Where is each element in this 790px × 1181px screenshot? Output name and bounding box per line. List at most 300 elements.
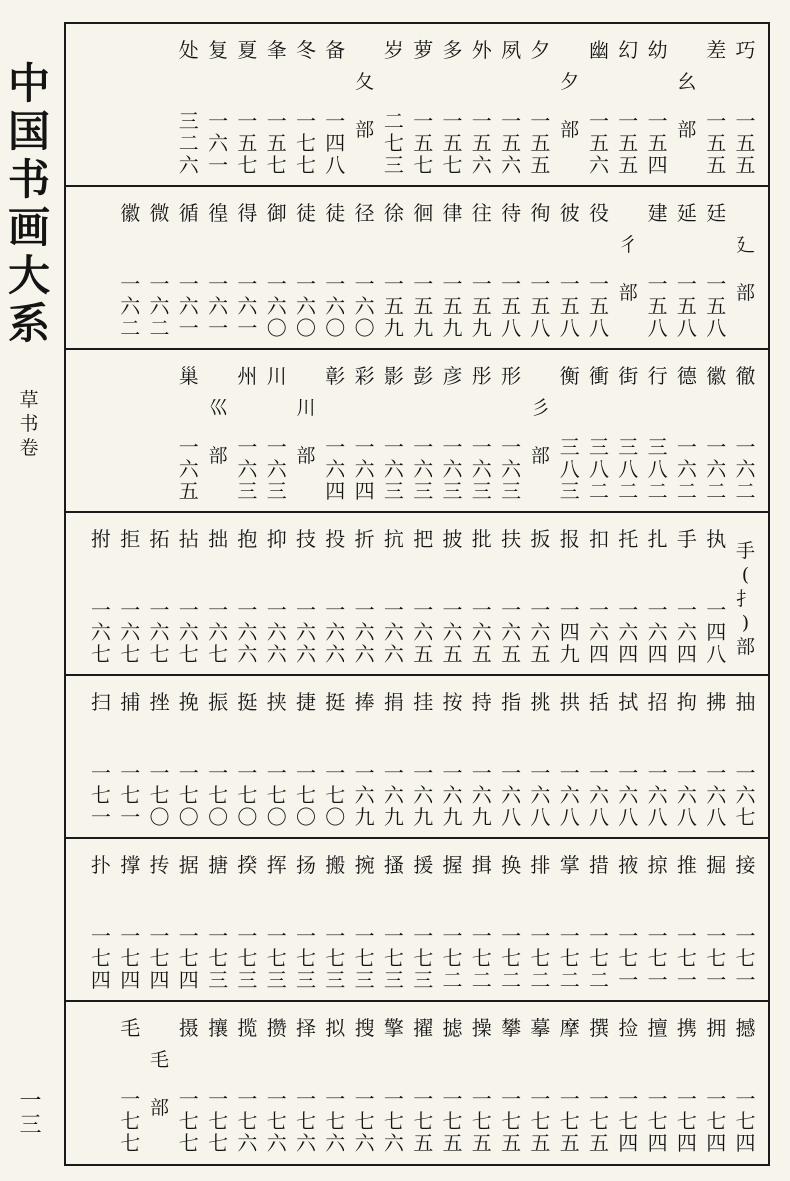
page-digit: 一: [354, 435, 375, 459]
index-entry: [262, 676, 291, 839]
page-digit: 三: [413, 479, 434, 503]
page-digit: 五: [530, 153, 551, 177]
index-entry: [350, 187, 379, 350]
page-digit: 七: [149, 946, 170, 970]
page-digit: 一: [413, 924, 434, 948]
entry-page-number: [526, 1088, 555, 1154]
entry-character: 处: [178, 38, 199, 62]
page-digit: 九: [471, 316, 492, 340]
page-digit: 四: [325, 131, 346, 155]
entry-page-number: [409, 599, 438, 665]
entry-character: 揽: [237, 1016, 258, 1040]
page-digit: 一: [208, 316, 229, 340]
page-digit: 一: [706, 968, 727, 992]
entry-character: 推: [676, 853, 697, 877]
entry-page-number: [350, 762, 379, 828]
radical-label: [145, 1002, 174, 1164]
entry-character: 捧: [354, 690, 375, 714]
entry-character: 撑: [120, 853, 141, 877]
entry-page-number: [204, 599, 233, 665]
page-digit: 四: [676, 642, 697, 666]
entry-page-number: [379, 436, 408, 502]
page-digit: 一: [149, 761, 170, 785]
entry-page-number: [116, 599, 145, 665]
index-entry: [379, 187, 408, 350]
entry-page-number: [526, 762, 555, 828]
entry-page-number: [204, 762, 233, 828]
page-digit: 八: [325, 153, 346, 177]
index-entry: [292, 24, 321, 187]
entry-page-number: [204, 273, 233, 339]
page-digit: 六: [442, 457, 463, 481]
entry-character: 冬: [296, 38, 316, 62]
page-digit: 八: [589, 805, 609, 829]
entry-page-number: [555, 1088, 584, 1154]
page-digit: 八: [589, 316, 609, 340]
index-entry: [585, 350, 614, 513]
entry-page-number: [86, 762, 115, 828]
index-entry: [497, 676, 526, 839]
entry-page-number: [497, 436, 526, 502]
page-digit: 七: [471, 946, 492, 970]
entry-page-number: [292, 273, 321, 339]
page-digit: 六: [383, 1131, 404, 1155]
page-digit: 六: [149, 294, 170, 318]
entry-page-number: [643, 599, 672, 665]
index-entry: [204, 839, 233, 1002]
entry-character: 措: [589, 853, 609, 877]
entry-page-number: [321, 110, 350, 176]
entry-page-number: [672, 762, 701, 828]
page-digit: 七: [208, 642, 229, 666]
index-entry: [116, 1002, 145, 1164]
index-entry: [233, 350, 262, 513]
entry-page-number: [585, 599, 614, 665]
entry-page-number: [438, 110, 467, 176]
entry-character: 拭: [618, 690, 639, 714]
entry-character: 备: [325, 38, 346, 62]
entry-character: 徇: [530, 201, 551, 225]
entry-character: 披: [442, 527, 463, 551]
entry-character: 衝: [589, 364, 609, 388]
index-entry: [555, 187, 584, 350]
page-digit: 五: [471, 1131, 492, 1155]
page-digit: 一: [442, 435, 463, 459]
page-digit: 五: [589, 131, 609, 155]
entry-character: 徐: [383, 201, 404, 225]
page-digit: 六: [208, 620, 229, 644]
page-digit: 一: [266, 435, 287, 459]
page-digit: 一: [501, 272, 522, 296]
page-digit: 七: [296, 783, 316, 807]
index-entry: [350, 839, 379, 1002]
entry-character: 援: [413, 853, 434, 877]
index-entry: [672, 1002, 701, 1164]
page-digit: 六: [471, 457, 492, 481]
page-digit: 七: [178, 642, 199, 666]
entry-character: 撰: [589, 1016, 609, 1040]
page-digit: 一: [325, 761, 346, 785]
entry-character: 川: [266, 364, 287, 388]
entry-page-number: [174, 273, 203, 339]
page-digit: 〇: [354, 316, 375, 340]
index-entry: [438, 513, 467, 676]
page-digit: 六: [354, 642, 375, 666]
page-digit: 一: [676, 924, 697, 948]
page-digit: 七: [237, 946, 258, 970]
book-title: [4, 60, 54, 348]
index-entry: [438, 24, 467, 187]
page-digit: 七: [90, 642, 111, 666]
page-digit: 〇: [266, 316, 287, 340]
entry-character: 往: [471, 201, 492, 225]
page-digit: 一: [471, 1087, 492, 1111]
page-digit: 二: [589, 479, 609, 503]
page-digit: 七: [296, 153, 316, 177]
page-digit: 六: [325, 457, 346, 481]
entry-character: 执: [706, 527, 727, 551]
index-entry: [585, 1002, 614, 1164]
page-digit: 六: [208, 131, 229, 155]
entry-character: 扬: [296, 853, 316, 877]
radical-section: [66, 24, 768, 187]
index-entry: [526, 1002, 555, 1164]
index-entry: [204, 24, 233, 187]
index-entry: [467, 24, 496, 187]
entry-page-number: [731, 436, 760, 502]
page-digit: 一: [266, 1087, 287, 1111]
page-digit: 一: [442, 1087, 463, 1111]
entry-character: 掘: [706, 853, 727, 877]
entry-character: 扎: [647, 527, 668, 551]
page-digit: 六: [383, 620, 404, 644]
page-digit: 一: [325, 435, 346, 459]
page-digit: 六: [90, 620, 111, 644]
page-digit: 九: [383, 316, 404, 340]
page-digit: 七: [530, 946, 551, 970]
page-digit: 一: [296, 598, 316, 622]
entry-page-number: [614, 762, 643, 828]
entry-character: 彩: [354, 364, 375, 388]
radical-bu-label: 部: [735, 282, 755, 304]
volume-label-char: 草: [19, 389, 39, 411]
page-digit: 三: [442, 479, 463, 503]
page-digit: 一: [647, 272, 668, 296]
page-digit: 一: [676, 435, 697, 459]
entry-character: 徽: [706, 364, 727, 388]
page-digit: 七: [647, 1109, 668, 1133]
entry-character: 攀: [501, 1016, 522, 1040]
entry-character: 扶: [501, 527, 522, 551]
entry-page-number: [555, 762, 584, 828]
entry-page-number: [174, 925, 203, 991]
entry-character: 搬: [325, 853, 346, 877]
entry-character: 彼: [559, 201, 580, 225]
page-digit: 五: [413, 1131, 434, 1155]
entry-page-number: [174, 599, 203, 665]
index-entry: [262, 187, 291, 350]
page-digit: 一: [589, 598, 609, 622]
entry-page-number: [321, 436, 350, 502]
radical-section: [66, 513, 768, 676]
entry-character: 徹: [735, 364, 756, 388]
entry-page-number: [497, 599, 526, 665]
index-entry: [379, 1002, 408, 1164]
page-digit: 二: [589, 968, 609, 992]
radical-bu-label: 部: [560, 119, 580, 141]
entry-page-number: [467, 1088, 496, 1154]
index-entry: [262, 24, 291, 187]
entry-character: 岁: [383, 38, 404, 62]
page-digit: 二: [735, 479, 756, 503]
entry-character: 毛: [120, 1016, 141, 1040]
index-entry: [643, 676, 672, 839]
index-entry: [262, 513, 291, 676]
page-digit: 三: [383, 153, 404, 177]
entry-character: 攘: [208, 1016, 229, 1040]
page-digit: 七: [296, 946, 316, 970]
entry-page-number: [643, 273, 672, 339]
entry-page-number: [292, 599, 321, 665]
page-digit: 六: [266, 642, 287, 666]
entry-character: 巧: [735, 38, 756, 62]
entry-page-number: [555, 925, 584, 991]
page-digit: 五: [647, 131, 668, 155]
entry-page-number: [321, 599, 350, 665]
entry-page-number: [262, 273, 291, 339]
index-entry: [204, 1002, 233, 1164]
page-digit: 一: [618, 924, 639, 948]
radical-glyph: 彡: [530, 397, 550, 419]
page-digit: 四: [618, 1131, 639, 1155]
page-digit: 七: [178, 783, 199, 807]
page-digit: 一: [471, 109, 492, 133]
entry-page-number: [467, 599, 496, 665]
index-entry: [174, 839, 203, 1002]
entry-page-number: [467, 762, 496, 828]
index-entry: [643, 839, 672, 1002]
index-entry: [262, 839, 291, 1002]
page-digit: 二: [676, 479, 697, 503]
page-digit: 六: [442, 783, 463, 807]
entry-page-number: [321, 1088, 350, 1154]
page-digit: 一: [383, 598, 404, 622]
page-digit: 五: [589, 294, 609, 318]
page-digit: 二: [618, 479, 639, 503]
page-digit: 七: [735, 805, 756, 829]
page-digit: 七: [325, 783, 346, 807]
page-digit: 八: [559, 316, 580, 340]
page-digit: 一: [471, 598, 492, 622]
page-digit: 三: [296, 968, 316, 992]
entry-character: 择: [296, 1016, 316, 1040]
page-digit: 三: [647, 435, 668, 459]
radical-label: [350, 24, 379, 187]
entry-character: 彤: [471, 364, 492, 388]
page-digit: 六: [589, 153, 609, 177]
page-digit: 一: [120, 598, 141, 622]
entry-page-number: [643, 1088, 672, 1154]
entry-page-number: [409, 436, 438, 502]
page-digit: 一: [501, 109, 522, 133]
entry-character: 彭: [413, 364, 434, 388]
entry-character: 拓: [149, 527, 170, 551]
page-digit: 八: [559, 805, 580, 829]
entry-page-number: [116, 1088, 145, 1154]
page-digit: 三: [413, 968, 434, 992]
entry-page-number: [379, 273, 408, 339]
page-digit: 五: [471, 642, 492, 666]
entry-character: 折: [354, 527, 375, 551]
entry-page-number: [731, 110, 760, 176]
entry-page-number: [262, 925, 291, 991]
page-digit: 七: [618, 1109, 639, 1133]
index-entry: [233, 513, 262, 676]
page-digit: 一: [676, 761, 697, 785]
page-digit: 一: [178, 761, 199, 785]
entry-page-number: [497, 1088, 526, 1154]
page-digit: 〇: [237, 805, 258, 829]
index-entry: [555, 350, 584, 513]
entry-character: 挫: [149, 690, 170, 714]
page-digit: 一: [589, 272, 609, 296]
page-digit: 六: [501, 153, 522, 177]
entry-page-number: [262, 599, 291, 665]
index-entry: [438, 187, 467, 350]
index-entry: [116, 187, 145, 350]
entry-page-number: [467, 110, 496, 176]
page-digit: 一: [325, 272, 346, 296]
page-digit: 六: [120, 294, 141, 318]
entry-page-number: [174, 436, 203, 502]
page-digit: 一: [501, 435, 522, 459]
index-entry: [145, 676, 174, 839]
index-entry: [233, 676, 262, 839]
entry-page-number: [526, 110, 555, 176]
entry-page-number: [702, 436, 731, 502]
page-digit: 五: [530, 131, 551, 155]
page-digit: 五: [413, 294, 434, 318]
index-entry: [233, 1002, 262, 1164]
page-digit: 一: [589, 109, 609, 133]
page-digit: 三: [325, 968, 346, 992]
index-entry: [585, 839, 614, 1002]
radical-label: [204, 350, 233, 513]
entry-page-number: [321, 762, 350, 828]
index-entry: [204, 187, 233, 350]
entry-page-number: [614, 110, 643, 176]
page-digit: 一: [647, 598, 668, 622]
page-digit: 五: [383, 294, 404, 318]
page-digit: 七: [266, 783, 287, 807]
page-digit: 三: [501, 479, 522, 503]
entry-character: 搔: [383, 853, 404, 877]
entry-character: 扑: [90, 853, 111, 877]
page-digit: 一: [706, 924, 727, 948]
page-digit: 一: [413, 761, 434, 785]
index-entry: [643, 187, 672, 350]
entry-character: 投: [325, 527, 346, 551]
entry-page-number: [262, 762, 291, 828]
radical-bu-label: 部: [149, 1097, 169, 1119]
entry-character: 街: [618, 364, 639, 388]
radical-label: [614, 187, 643, 350]
entry-page-number: [467, 925, 496, 991]
page-digit: 二: [120, 316, 141, 340]
page-digit: 三: [266, 968, 287, 992]
page-digit: 一: [266, 272, 287, 296]
page-digit: 一: [178, 924, 199, 948]
page-digit: 一: [735, 761, 756, 785]
page-digit: 七: [706, 1109, 727, 1133]
page-digit: 四: [618, 642, 639, 666]
book-title-char: 书: [7, 155, 50, 204]
page-digit: 七: [676, 946, 697, 970]
page-digit: 六: [618, 620, 639, 644]
entry-page-number: [585, 436, 614, 502]
page-digit: 六: [296, 294, 316, 318]
index-entry: [467, 676, 496, 839]
entry-page-number: [497, 925, 526, 991]
radical-glyph: 幺: [677, 71, 697, 93]
entry-character: 搜: [354, 1016, 375, 1040]
entry-character: 撼: [735, 1016, 756, 1040]
entry-character: 州: [237, 364, 258, 388]
entry-character: 挺: [325, 690, 346, 714]
index-entry: [233, 187, 262, 350]
index-entry: [672, 839, 701, 1002]
radical-header-glyph: 扌: [735, 588, 755, 610]
entry-page-number: [526, 273, 555, 339]
page-digit: 一: [589, 924, 609, 948]
page-digit: 六: [325, 620, 346, 644]
page-digit: 五: [237, 131, 258, 155]
entry-character: 换: [501, 853, 522, 877]
page-digit: 七: [442, 1109, 463, 1133]
index-entry: [321, 513, 350, 676]
page-digit: 一: [120, 761, 141, 785]
entry-character: 循: [178, 201, 199, 225]
page-digit: 一: [178, 435, 199, 459]
index-entry: [409, 350, 438, 513]
entry-character: 揆: [237, 853, 258, 877]
page-digit: 一: [296, 924, 316, 948]
entry-character: 役: [589, 201, 609, 225]
page-digit: 一: [149, 924, 170, 948]
page-digit: 六: [735, 457, 756, 481]
entry-page-number: [614, 1088, 643, 1154]
page-digit: 七: [559, 1109, 580, 1133]
page-digit: 五: [442, 1131, 463, 1155]
page-digit: 〇: [266, 805, 287, 829]
index-entry: [702, 187, 731, 350]
page-digit: 一: [90, 598, 111, 622]
page-digit: 五: [501, 131, 522, 155]
entry-character: 夏: [237, 38, 258, 62]
page-digit: 一: [442, 272, 463, 296]
entry-page-number: [350, 273, 379, 339]
page-digit: 七: [90, 783, 111, 807]
index-entry: [204, 513, 233, 676]
radical-section: [66, 839, 768, 1002]
volume-label-char: 卷: [19, 437, 39, 459]
entry-character: 持: [471, 690, 492, 714]
page-digit: 一: [178, 316, 199, 340]
page-digit: 七: [237, 153, 258, 177]
book-title-char: 国: [7, 107, 50, 156]
page-digit: 五: [501, 294, 522, 318]
radical-bu-label: 部: [208, 445, 228, 467]
